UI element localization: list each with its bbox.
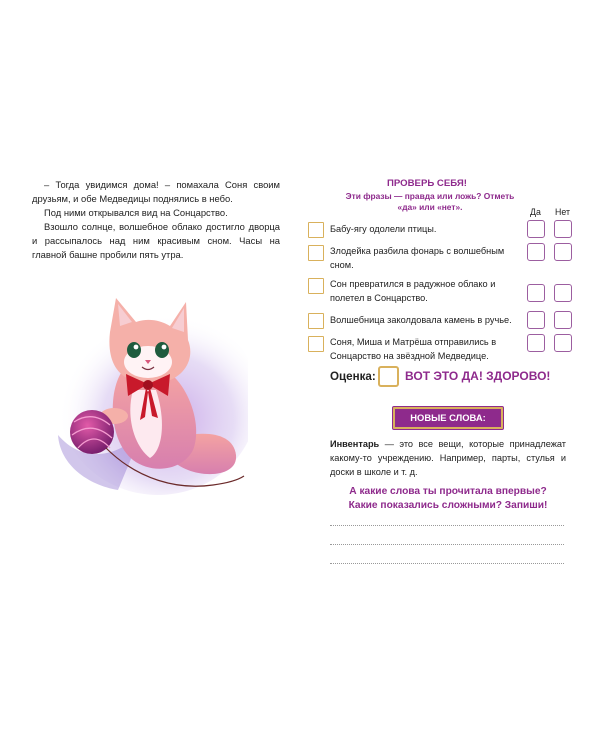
definition-text xyxy=(330,437,566,480)
yes-checkbox[interactable] xyxy=(527,220,545,238)
definition-term: Инвентарь xyxy=(330,439,380,449)
writing-prompt-line: Какие показались сложными? Запиши! xyxy=(348,500,548,511)
statement-marker-box xyxy=(308,336,324,352)
statement-text: Сон превратился в радужное облако и полетел в Сонцарство. xyxy=(330,279,496,303)
yes-column-header: Да xyxy=(530,207,541,217)
yes-checkbox[interactable] xyxy=(527,311,545,329)
statement-marker-box xyxy=(308,278,324,294)
score-box[interactable] xyxy=(378,366,399,387)
yes-checkbox[interactable] xyxy=(527,334,545,352)
definition-body: — это все вещи, которые принадлежат какому-то учреждению. Например, парты, стулья и доски в школе и т. д. xyxy=(330,439,566,478)
no-column-header: Нет xyxy=(555,207,570,217)
statement-text: Соня, Миша и Матрёша отправились в Сонцарство на звёздной Медведице. xyxy=(330,337,497,361)
quiz-instruction: Эти фразы — правда или ложь? Отметь «да» или «нет». xyxy=(345,191,515,212)
statement-marker-box xyxy=(308,222,324,238)
no-checkbox[interactable] xyxy=(554,284,572,302)
no-checkbox[interactable] xyxy=(554,243,572,261)
writing-prompt xyxy=(330,485,566,513)
statement-text: Волшебница заколдовала камень в ручье. xyxy=(330,315,512,325)
score-verdict: ВОТ ЭТО ДА! ЗДОРОВО! xyxy=(405,369,551,383)
yes-checkbox[interactable] xyxy=(527,243,545,261)
story-paragraph: – Тогда увидимся дома! – помахала Соня своим друзьям, и обе Медведицы поднялись в небо. xyxy=(32,179,280,204)
no-checkbox[interactable] xyxy=(554,334,572,352)
yes-checkbox[interactable] xyxy=(527,284,545,302)
story-paragraph: Взошло солнце, волшебное облако достигло дворца и рассыпалось над ним красивым сном. Часы на главной башне пробили пять утра. xyxy=(32,221,280,260)
statement-marker-box xyxy=(308,313,324,329)
no-checkbox[interactable] xyxy=(554,311,572,329)
statement-text: Злодейка разбила фонарь с волшебным сном. xyxy=(330,246,505,270)
answer-line[interactable] xyxy=(330,544,564,545)
statement-text: Бабу-ягу одолели птицы. xyxy=(330,224,437,234)
answer-line[interactable] xyxy=(330,525,564,526)
cat-illustration xyxy=(48,280,248,500)
writing-prompt-line: А какие слова ты прочитала впервые? xyxy=(349,486,547,497)
story-text xyxy=(32,178,280,262)
new-words-badge: НОВЫЕ СЛОВА: xyxy=(393,407,503,429)
story-paragraph: Под ними открывался вид на Сонцарство. xyxy=(44,207,228,218)
answer-line[interactable] xyxy=(330,563,564,564)
score-label: Оценка: xyxy=(330,370,376,383)
quiz-title: ПРОВЕРЬ СЕБЯ! xyxy=(387,178,467,189)
statement-marker-box xyxy=(308,245,324,261)
no-checkbox[interactable] xyxy=(554,220,572,238)
